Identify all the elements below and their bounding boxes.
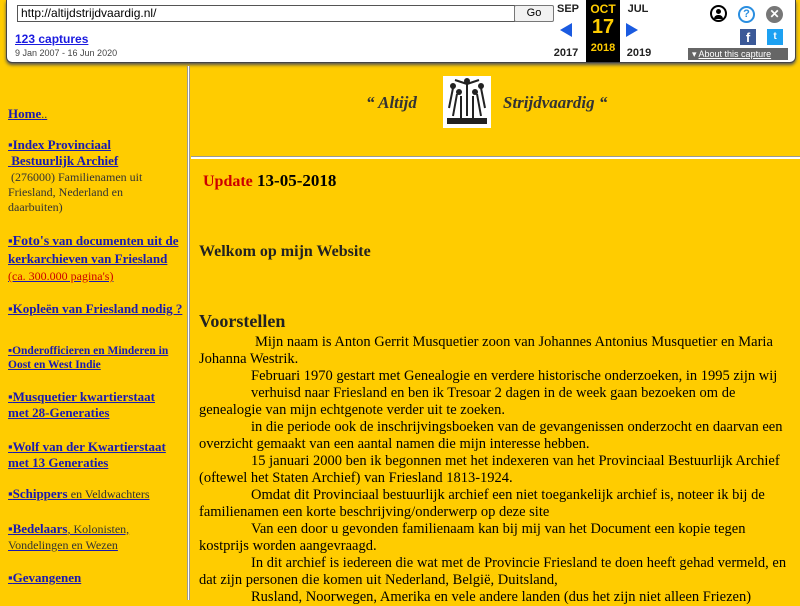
update-line (203, 171, 336, 191)
nav-fotos-count: (ca. 300.000 pagina's) (8, 269, 114, 283)
index-desc-text: (276000) Familienamen uit Friesland, Nederland en daarbuiten) (8, 170, 143, 214)
close-icon[interactable]: ✕ (766, 6, 783, 23)
para-8: Rusland, Noorwegen, Amerika en vele andere landen (dus het zijn niet alleen Friezen) (251, 589, 752, 605)
nav-kopie[interactable]: ▪Kopleën van Friesland nodig ? (8, 301, 183, 316)
url-input[interactable]: http://altijdstrijdvaardig.nl/ (17, 5, 515, 22)
nav-home-label: Home (8, 106, 42, 121)
nav-index-label-1: Index Provinciaal (12, 137, 111, 152)
prev-arrow-icon[interactable] (560, 23, 572, 37)
para-6: Van een door u gevonden familienaam kan bij mij van het Document een kopie tegen kostprijs worden aangevraagd. (199, 521, 746, 554)
next-arrow-icon[interactable] (626, 23, 638, 37)
capture-range: 9 Jan 2007 - 16 Jun 2020 (15, 48, 118, 58)
intro-text (199, 334, 789, 606)
nav-schippers-rest: en Veldwachters (70, 487, 150, 501)
prev-year[interactable]: 2017 (553, 47, 579, 59)
captures-link[interactable]: 123 captures (15, 32, 89, 46)
nav-musq-label: Musquetier kwartierstaat met 28-Generaties (8, 389, 155, 420)
current-day: 17 (591, 16, 615, 38)
nav-wolf[interactable]: ▪Wolf van der Kwartierstaat met 13 Generaties (8, 439, 166, 470)
wayback-toolbar (0, 0, 800, 66)
twitter-icon[interactable]: t (767, 29, 783, 45)
nav-home[interactable] (8, 106, 47, 122)
about-capture-button[interactable]: ▾ About this capture (688, 48, 788, 60)
nav-kopie-label: Kopleën van Friesland nodig ? (12, 301, 183, 316)
logo-image (443, 76, 491, 128)
nav-schippers-label: Schippers (12, 486, 68, 501)
para-1: Mijn naam is Anton Gerrit Musquetier zoon van Johannes Antonius Musquetier en Maria Johanna Westrik. (199, 334, 773, 367)
nav-gevangenen-label: Gevangenen (12, 570, 82, 585)
nav-gevangenen[interactable]: ▪Gevangenen (8, 570, 82, 585)
nav-wolf-label: Wolf van der Kwartierstaat met 13 Generaties (8, 439, 166, 470)
user-icon[interactable] (710, 5, 727, 22)
update-date: 13-05-2018 (257, 171, 337, 190)
nav-fotos-label: Foto's (12, 234, 50, 249)
prev-month[interactable]: SEP (556, 3, 579, 15)
para-4: 15 januari 2000 ben ik begonnen met het indexeren van het Provinciaal Bestuurlijk Archief (oftewel het Staten Archief) van Friesland 1813-1924. (199, 453, 780, 486)
nav-bedelaars-rest: , Kolonisten, Vondelingen en Wezen (8, 522, 130, 552)
nav-fotos-rest: van documenten uit de kerkarchieven van Friesland (8, 233, 179, 266)
nav-fotos[interactable]: ▪Foto's van documenten uit de kerkarchieven van Friesland (ca. 300.000 pagina's) (8, 233, 179, 283)
para-2a: Februari 1970 gestart met Genealogie en verdere historische onderzoeken, in 1995 zijn wij (251, 368, 778, 384)
sidebar (0, 66, 187, 600)
about-label: About this capture (698, 49, 772, 59)
facebook-icon[interactable]: f (740, 29, 756, 45)
current-year: 2018 (590, 42, 616, 54)
current-date (586, 0, 620, 62)
welcome-heading: Welkom op mijn Website (199, 243, 371, 260)
nav-bedelaars-label: Bedelaars (12, 521, 68, 536)
column-divider (187, 66, 190, 600)
para-7: In dit archief is iedereen die wat met de Provincie Friesland te doen heeft gehad vermeld, en dat zijn personen die komen uit Nederland, België, Duitsland, (199, 555, 787, 588)
nav-onder-label: Onderofficieren en Minderen in Oost en West Indie (8, 345, 169, 371)
update-label: Update (203, 173, 253, 190)
nav-onderofficieren[interactable]: ▪Onderofficieren en Minderen in Oost en West Indie (8, 345, 169, 371)
nav-schippers[interactable]: ▪Schippers en Veldwachters (8, 486, 150, 501)
nav-index-desc (8, 170, 158, 215)
site-header (191, 66, 800, 159)
header-left-word: “ Altijd (366, 93, 417, 112)
next-year[interactable]: 2019 (626, 47, 652, 59)
next-month[interactable]: JUL (627, 3, 649, 15)
nav-index-archief[interactable]: ▪Index Provinciaal Bestuurlijk Archief (8, 137, 119, 168)
voorstellen-heading: Voorstellen (199, 311, 286, 331)
wayback-panel (6, 0, 796, 63)
header-right-word: Strijdvaardig “ (503, 93, 608, 112)
nav-musquetier[interactable]: ▪Musquetier kwartierstaat met 28-Generaties (8, 389, 155, 420)
nav-home-suffix: .. (41, 107, 48, 121)
para-5: Omdat dit Provinciaal bestuurlijk archief een niet toegankelijk archief is, noteer ik bij de familienamen een korte beschrijving/onderwerp op deze site (199, 487, 765, 520)
nav-index-label-2: Bestuurlijk Archief (11, 153, 119, 168)
current-month: OCT (590, 2, 616, 16)
help-icon[interactable]: ? (738, 6, 755, 23)
para-3: in die periode ook de inschrijvingsboeken van de gevangenissen onderzocht en daarvan een overzicht gemaakt van een aantal namen die mijn interesse hebben. (199, 419, 783, 452)
header-divider (191, 156, 800, 157)
para-2b: verhuisd naar Friesland en ben ik Tresoar 2 dagen in de week gaan bezoeken om de genealogie van mijn echtgenote verder uit te zoeken. (199, 385, 736, 418)
go-button[interactable]: Go (514, 5, 554, 22)
nav-bedelaars[interactable]: ▪Bedelaars, Kolonisten, Vondelingen en Wezen (8, 521, 130, 552)
